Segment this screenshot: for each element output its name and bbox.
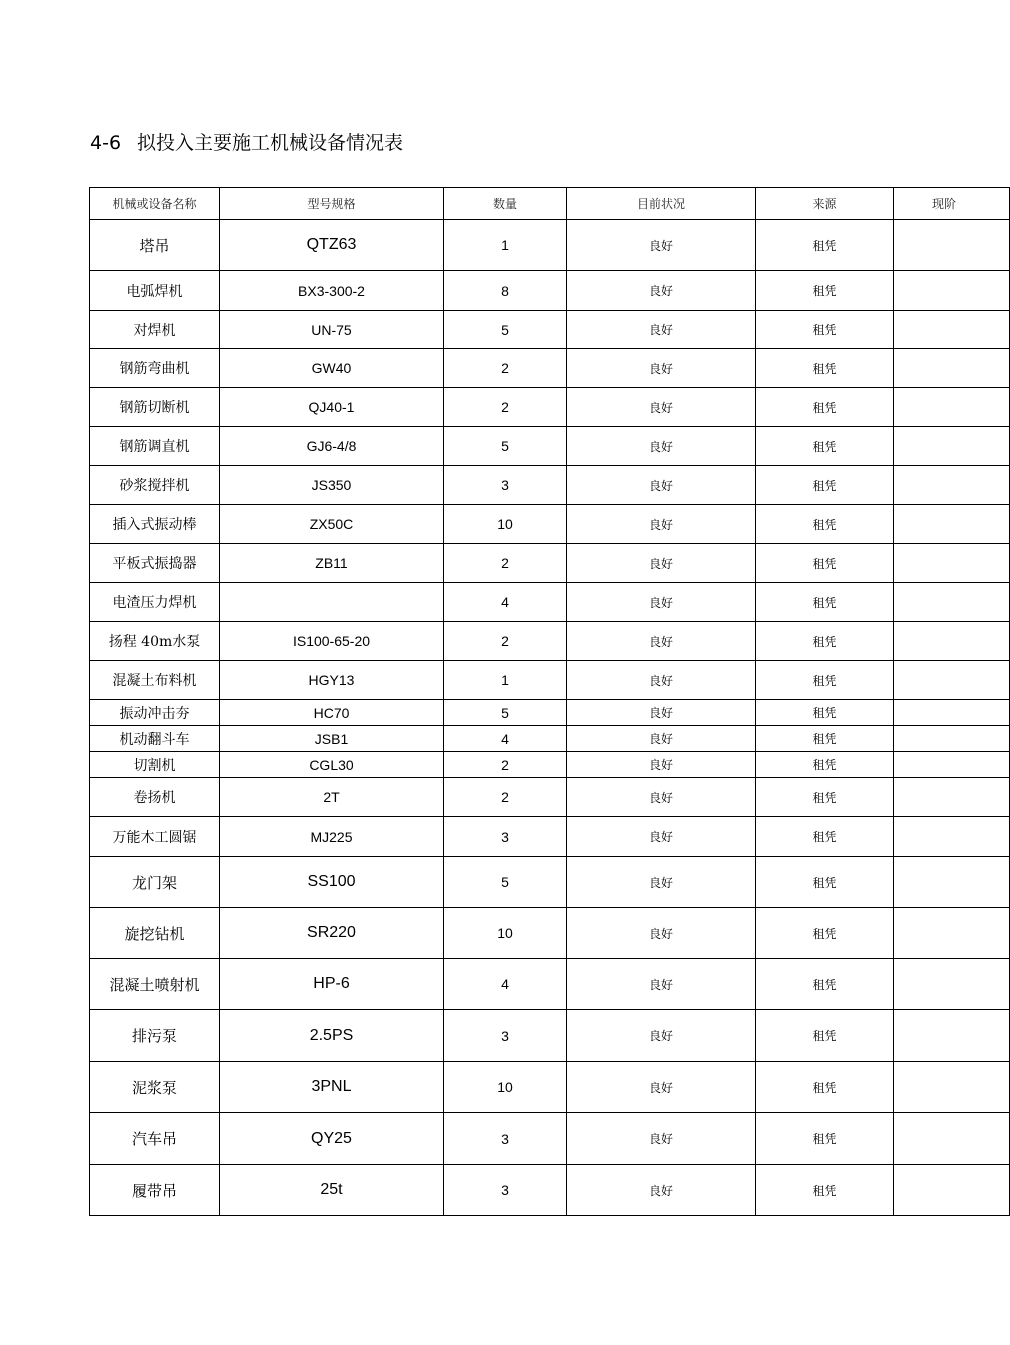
table-body [90, 220, 1010, 1216]
table-row [90, 908, 1010, 959]
source-cell: 租凭 [756, 857, 894, 908]
qty-cell: 10 [444, 1062, 567, 1113]
source-cell: 租凭 [756, 817, 894, 857]
current-location-cell [894, 466, 1010, 505]
source-cell: 租凭 [756, 726, 894, 752]
table-row [90, 1113, 1010, 1165]
title-text: 拟投入主要施工机械设备情况表 [137, 132, 404, 154]
name-cell: 砂浆搅拌机 [90, 466, 220, 505]
current-location-cell [894, 271, 1010, 311]
status-cell: 良好 [567, 505, 756, 544]
qty-cell: 4 [444, 583, 567, 622]
current-location-cell [894, 544, 1010, 583]
status-cell: 良好 [567, 388, 756, 427]
current-location-cell [894, 1062, 1010, 1113]
table-row [90, 778, 1010, 817]
status-cell: 良好 [567, 311, 756, 349]
current-location-cell [894, 778, 1010, 817]
source-cell: 租凭 [756, 583, 894, 622]
name-cell: 混凝土喷射机 [90, 959, 220, 1010]
current-location-cell [894, 726, 1010, 752]
table-row [90, 1010, 1010, 1062]
table-row [90, 1062, 1010, 1113]
current-location-cell [894, 817, 1010, 857]
model-cell: 25t [220, 1165, 444, 1216]
source-cell: 租凭 [756, 505, 894, 544]
qty-cell: 2 [444, 388, 567, 427]
name-cell: 平板式振捣器 [90, 544, 220, 583]
name-cell: 泥浆泵 [90, 1062, 220, 1113]
qty-cell: 3 [444, 1165, 567, 1216]
name-cell: 龙门架 [90, 857, 220, 908]
model-cell: SR220 [220, 908, 444, 959]
name-cell: 卷扬机 [90, 778, 220, 817]
model-cell: ZX50C [220, 505, 444, 544]
model-cell: ZB11 [220, 544, 444, 583]
qty-cell: 2 [444, 778, 567, 817]
model-cell: HGY13 [220, 661, 444, 700]
qty-cell: 5 [444, 311, 567, 349]
model-cell: UN-75 [220, 311, 444, 349]
qty-cell: 10 [444, 505, 567, 544]
qty-cell: 8 [444, 271, 567, 311]
status-cell: 良好 [567, 908, 756, 959]
status-cell: 良好 [567, 857, 756, 908]
status-cell: 良好 [567, 220, 756, 271]
current-location-cell [894, 908, 1010, 959]
model-cell: 3PNL [220, 1062, 444, 1113]
name-cell: 钢筋切断机 [90, 388, 220, 427]
qty-cell: 5 [444, 700, 567, 726]
header-row [90, 188, 1010, 220]
model-cell: JS350 [220, 466, 444, 505]
source-cell: 租凭 [756, 700, 894, 726]
model-cell: QTZ63 [220, 220, 444, 271]
name-cell: 钢筋弯曲机 [90, 349, 220, 388]
equipment-table [89, 187, 1010, 1216]
source-cell: 租凭 [756, 752, 894, 778]
status-cell: 良好 [567, 1165, 756, 1216]
table-row [90, 271, 1010, 311]
current-location-cell [894, 583, 1010, 622]
table-row [90, 661, 1010, 700]
source-cell: 租凭 [756, 1165, 894, 1216]
source-cell: 租凭 [756, 311, 894, 349]
header-cell: 现阶 [894, 188, 1010, 220]
model-cell: IS100-65-20 [220, 622, 444, 661]
qty-cell: 3 [444, 466, 567, 505]
qty-cell: 2 [444, 622, 567, 661]
table-row [90, 817, 1010, 857]
status-cell: 良好 [567, 583, 756, 622]
status-cell: 良好 [567, 778, 756, 817]
header-cell: 型号规格 [220, 188, 444, 220]
table-row [90, 583, 1010, 622]
table-row [90, 1165, 1010, 1216]
page-title [90, 128, 403, 155]
current-location-cell [894, 311, 1010, 349]
name-cell: 排污泵 [90, 1010, 220, 1062]
name-cell: 扬程 40m水泵 [90, 622, 220, 661]
current-location-cell [894, 220, 1010, 271]
model-cell: CGL30 [220, 752, 444, 778]
qty-cell: 3 [444, 1113, 567, 1165]
qty-cell: 5 [444, 857, 567, 908]
name-cell: 汽车吊 [90, 1113, 220, 1165]
current-location-cell [894, 388, 1010, 427]
status-cell: 良好 [567, 700, 756, 726]
source-cell: 租凭 [756, 220, 894, 271]
name-cell: 切割机 [90, 752, 220, 778]
table-row [90, 349, 1010, 388]
header-cell: 数量 [444, 188, 567, 220]
status-cell: 良好 [567, 1062, 756, 1113]
status-cell: 良好 [567, 427, 756, 466]
status-cell: 良好 [567, 726, 756, 752]
qty-cell: 10 [444, 908, 567, 959]
source-cell: 租凭 [756, 388, 894, 427]
qty-cell: 2 [444, 349, 567, 388]
model-cell: 2.5PS [220, 1010, 444, 1062]
name-cell: 塔吊 [90, 220, 220, 271]
source-cell: 租凭 [756, 466, 894, 505]
table-row [90, 311, 1010, 349]
source-cell: 租凭 [756, 271, 894, 311]
status-cell: 良好 [567, 817, 756, 857]
table-row [90, 752, 1010, 778]
status-cell: 良好 [567, 271, 756, 311]
name-cell: 履带吊 [90, 1165, 220, 1216]
name-cell: 电弧焊机 [90, 271, 220, 311]
table-row [90, 622, 1010, 661]
model-cell: QJ40-1 [220, 388, 444, 427]
model-cell: MJ225 [220, 817, 444, 857]
model-cell: GJ6-4/8 [220, 427, 444, 466]
model-cell: 2T [220, 778, 444, 817]
source-cell: 租凭 [756, 1113, 894, 1165]
name-cell: 插入式振动棒 [90, 505, 220, 544]
model-cell: SS100 [220, 857, 444, 908]
current-location-cell [894, 427, 1010, 466]
source-cell: 租凭 [756, 622, 894, 661]
current-location-cell [894, 349, 1010, 388]
header-cell: 来源 [756, 188, 894, 220]
qty-cell: 1 [444, 661, 567, 700]
current-location-cell [894, 857, 1010, 908]
status-cell: 良好 [567, 752, 756, 778]
table-row [90, 427, 1010, 466]
qty-cell: 4 [444, 726, 567, 752]
model-cell: BX3-300-2 [220, 271, 444, 311]
name-cell: 旋挖钻机 [90, 908, 220, 959]
name-cell: 钢筋调直机 [90, 427, 220, 466]
table-row [90, 700, 1010, 726]
status-cell: 良好 [567, 349, 756, 388]
model-cell: QY25 [220, 1113, 444, 1165]
current-location-cell [894, 661, 1010, 700]
current-location-cell [894, 622, 1010, 661]
current-location-cell [894, 959, 1010, 1010]
status-cell: 良好 [567, 1010, 756, 1062]
qty-cell: 3 [444, 817, 567, 857]
qty-cell: 5 [444, 427, 567, 466]
table-row [90, 726, 1010, 752]
table-row [90, 466, 1010, 505]
status-cell: 良好 [567, 661, 756, 700]
table-row [90, 505, 1010, 544]
name-cell: 电渣压力焊机 [90, 583, 220, 622]
name-cell: 对焊机 [90, 311, 220, 349]
source-cell: 租凭 [756, 1062, 894, 1113]
table-row [90, 959, 1010, 1010]
source-cell: 租凭 [756, 1010, 894, 1062]
qty-cell: 2 [444, 544, 567, 583]
current-location-cell [894, 752, 1010, 778]
qty-cell: 1 [444, 220, 567, 271]
source-cell: 租凭 [756, 661, 894, 700]
qty-cell: 3 [444, 1010, 567, 1062]
current-location-cell [894, 1010, 1010, 1062]
table-row [90, 857, 1010, 908]
model-cell: HC70 [220, 700, 444, 726]
name-cell: 混凝土布料机 [90, 661, 220, 700]
source-cell: 租凭 [756, 959, 894, 1010]
equipment-table-container [89, 187, 957, 1214]
header-cell: 目前状况 [567, 188, 756, 220]
model-cell: JSB1 [220, 726, 444, 752]
name-cell: 机动翻斗车 [90, 726, 220, 752]
source-cell: 租凭 [756, 908, 894, 959]
header-cell: 机械或设备名称 [90, 188, 220, 220]
current-location-cell [894, 700, 1010, 726]
qty-cell: 4 [444, 959, 567, 1010]
status-cell: 良好 [567, 544, 756, 583]
current-location-cell [894, 1165, 1010, 1216]
status-cell: 良好 [567, 1113, 756, 1165]
model-cell: GW40 [220, 349, 444, 388]
model-cell [220, 583, 444, 622]
qty-cell: 2 [444, 752, 567, 778]
table-row [90, 544, 1010, 583]
section-number: 4-6 [90, 132, 122, 154]
name-cell: 振动冲击夯 [90, 700, 220, 726]
model-cell: HP-6 [220, 959, 444, 1010]
source-cell: 租凭 [756, 349, 894, 388]
current-location-cell [894, 505, 1010, 544]
source-cell: 租凭 [756, 544, 894, 583]
status-cell: 良好 [567, 466, 756, 505]
table-row [90, 220, 1010, 271]
status-cell: 良好 [567, 959, 756, 1010]
source-cell: 租凭 [756, 778, 894, 817]
status-cell: 良好 [567, 622, 756, 661]
name-cell: 万能木工圆锯 [90, 817, 220, 857]
source-cell: 租凭 [756, 427, 894, 466]
current-location-cell [894, 1113, 1010, 1165]
table-row [90, 388, 1010, 427]
